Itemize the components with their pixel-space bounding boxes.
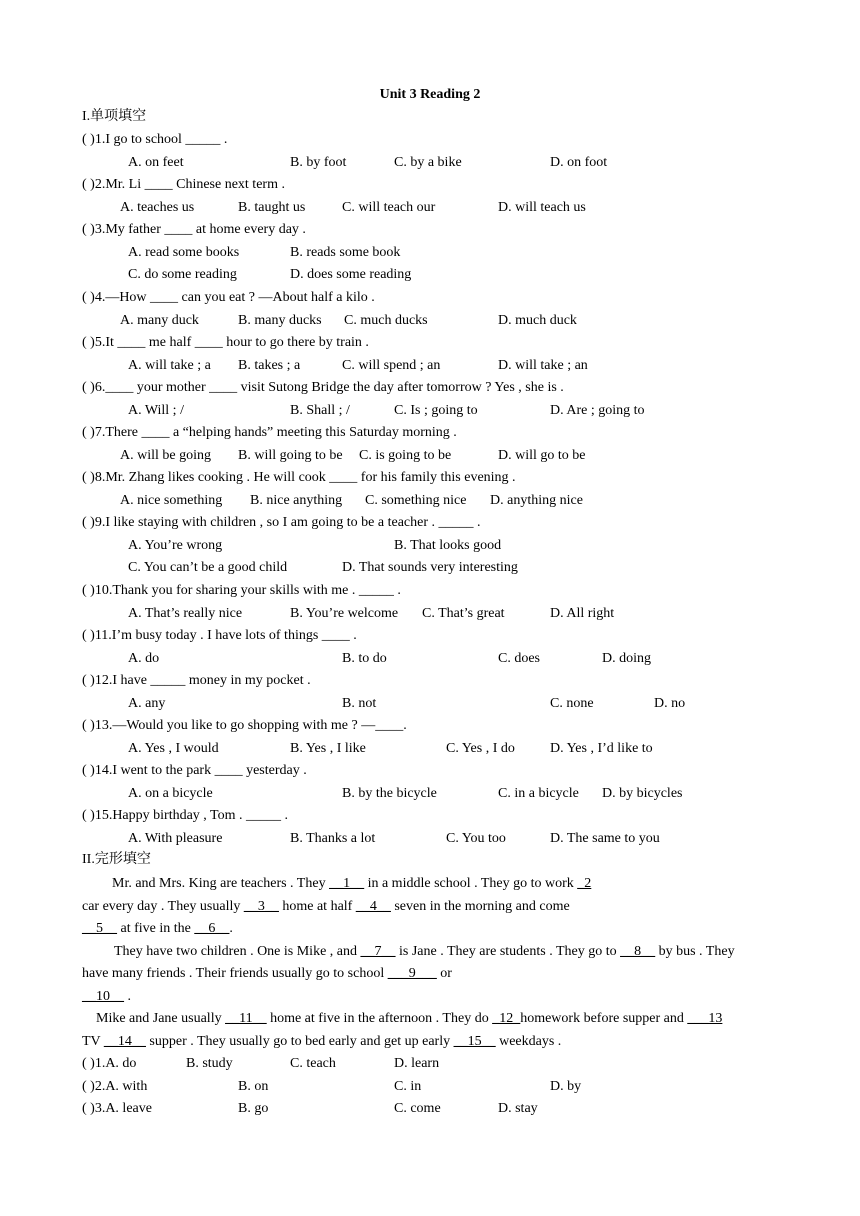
question-11-option-a: A. do	[128, 651, 160, 666]
cloze-question-1: ( )1.A. do	[82, 1056, 137, 1071]
cloze-question-3-option-b: B. go	[238, 1101, 269, 1116]
question-8-option-c: C. something nice	[365, 493, 467, 508]
question-6-option-c: C. Is ; going to	[394, 403, 478, 418]
question-10-option-b: B. You’re welcome	[290, 606, 399, 621]
cloze-question-3-option-d: D. stay	[498, 1101, 538, 1116]
question-14: ( )14.I went to the park ____ yesterday .	[82, 763, 307, 778]
question-14-option-a: A. on a bicycle	[128, 786, 213, 801]
question-6-option-a: A. Will ; /	[128, 403, 184, 418]
question-10-option-d: D. All right	[550, 606, 615, 621]
blank-12: _12_	[492, 1011, 521, 1026]
blank-9: ___9___	[387, 966, 437, 981]
cloze-question-1-option-c: C. teach	[290, 1056, 336, 1071]
question-13-option-a: A. Yes , I would	[128, 741, 219, 756]
blank-10: __10__	[82, 989, 124, 1004]
question-7-option-a: A. will be going	[120, 448, 211, 463]
question-1-option-d: D. on foot	[550, 155, 608, 170]
section-heading-cloze: II.完形填空	[82, 852, 151, 867]
question-7-option-c: C. is going to be	[359, 448, 452, 463]
question-1-option-b: B. by foot	[290, 155, 347, 170]
question-5-option-b: B. takes ; a	[238, 358, 301, 373]
cloze-paragraph-2-line-2: have many friends . Their friends usually go to school ___9___ or	[82, 966, 452, 981]
question-1-option-c: C. by a bike	[394, 155, 462, 170]
blank-4: __4__	[355, 899, 391, 914]
question-13-option-c: C. Yes , I do	[446, 741, 515, 756]
question-11-option-d: D. doing	[602, 651, 651, 666]
question-12-option-c: C. none	[550, 696, 594, 711]
question-15-option-b: B. Thanks a lot	[290, 831, 376, 846]
question-7: ( )7.There ____ a “helping hands” meeting this Saturday morning .	[82, 425, 457, 440]
question-13-option-d: D. Yes , I’d like to	[550, 741, 653, 756]
question-13-option-b: B. Yes , I like	[290, 741, 366, 756]
question-14-option-b: B. by the bicycle	[342, 786, 437, 801]
question-13: ( )13.—Would you like to go shopping with me ? —____.	[82, 718, 407, 733]
question-9-option-a: A. You’re wrong	[128, 538, 223, 553]
question-3-option-a: A. read some books	[128, 245, 240, 260]
blank-15: __15__	[453, 1034, 496, 1049]
question-8: ( )8.Mr. Zhang likes cooking . He will cook ____ for his family this evening .	[82, 470, 516, 485]
question-9: ( )9.I like staying with children , so I am going to be a teacher . _____ .	[82, 515, 481, 530]
cloze-paragraph-3-line-2: TV __14__ supper . They usually go to bed early and get up early __15__ weekdays .	[82, 1034, 562, 1049]
cloze-question-2-option-c: C. in	[394, 1079, 422, 1094]
question-4-option-c: C. much ducks	[344, 313, 428, 328]
question-5-option-c: C. will spend ; an	[342, 358, 441, 373]
question-5: ( )5.It ____ me half ____ hour to go there by train .	[82, 335, 369, 350]
cloze-paragraph-1-line-2: car every day . They usually __3__ home at half __4__ seven in the morning and come	[82, 899, 570, 914]
question-4-option-d: D. much duck	[498, 313, 577, 328]
question-6: ( )6.____ your mother ____ visit Sutong Bridge the day after tomorrow ? Yes , she is .	[82, 380, 564, 395]
cloze-paragraph-1-line-3: __5__ at five in the __6__.	[82, 921, 233, 936]
question-4-option-a: A. many duck	[120, 313, 199, 328]
cloze-question-2-option-d: D. by	[550, 1079, 582, 1094]
question-2-option-b: B. taught us	[238, 200, 306, 215]
cloze-question-2: ( )2.A. with	[82, 1079, 148, 1094]
question-6-option-b: B. Shall ; /	[290, 403, 350, 418]
question-12-option-b: B. not	[342, 696, 377, 711]
cloze-paragraph-2-line-3: __10__ .	[82, 989, 131, 1004]
question-1-option-a: A. on feet	[128, 155, 184, 170]
cloze-question-1-option-d: D. learn	[394, 1056, 440, 1071]
question-9-option-d: D. That sounds very interesting	[342, 560, 518, 575]
question-3-option-b: B. reads some book	[290, 245, 401, 260]
question-6-option-d: D. Are ; going to	[550, 403, 645, 418]
question-11: ( )11.I’m busy today . I have lots of things ____ .	[82, 628, 357, 643]
question-5-option-d: D. will take ; an	[498, 358, 588, 373]
blank-7: __7__	[360, 944, 396, 959]
blank-5: __5__	[82, 921, 117, 936]
question-8-option-a: A. nice something	[120, 493, 223, 508]
question-8-option-d: D. anything nice	[490, 493, 583, 508]
question-2: ( )2.Mr. Li ____ Chinese next term .	[82, 177, 285, 192]
blank-14: __14__	[103, 1034, 146, 1049]
question-12: ( )12.I have _____ money in my pocket .	[82, 673, 311, 688]
question-1: ( )1.I go to school _____ .	[82, 132, 228, 147]
blank-2: _2	[577, 876, 592, 891]
question-10: ( )10.Thank you for sharing your skills with me . _____ .	[82, 583, 401, 598]
question-11-option-c: C. does	[498, 651, 540, 666]
question-14-option-c: C. in a bicycle	[498, 786, 579, 801]
cloze-question-3: ( )3.A. leave	[82, 1101, 152, 1116]
question-7-option-b: B. will going to be	[238, 448, 343, 463]
question-3-option-d: D. does some reading	[290, 267, 412, 282]
blank-3: __3__	[243, 899, 279, 914]
cloze-paragraph-1-line-1: Mr. and Mrs. King are teachers . They __1__ in a middle school . They go to work _2	[112, 876, 592, 891]
cloze-paragraph-3-line-1: Mike and Jane usually __11__ home at five in the afternoon . They do _12_homework before supper and ___13	[96, 1011, 723, 1026]
question-10-option-c: C. That’s great	[422, 606, 505, 621]
question-3-option-c: C. do some reading	[128, 267, 237, 282]
question-5-option-a: A. will take ; a	[128, 358, 211, 373]
question-14-option-d: D. by bicycles	[602, 786, 683, 801]
question-12-option-d: D. no	[654, 696, 686, 711]
question-15-option-a: A. With pleasure	[128, 831, 223, 846]
question-2-option-d: D. will teach us	[498, 200, 586, 215]
blank-8: __8__	[620, 944, 656, 959]
question-12-option-a: A. any	[128, 696, 166, 711]
cloze-paragraph-2-line-1: They have two children . One is Mike , and __7__ is Jane . They are students . They go to __8__ by bus . They	[114, 944, 735, 959]
question-15-option-d: D. The same to you	[550, 831, 660, 846]
page-title: Unit 3 Reading 2	[379, 87, 481, 102]
question-2-option-a: A. teaches us	[120, 200, 195, 215]
question-11-option-b: B. to do	[342, 651, 387, 666]
blank-1: __1__	[329, 876, 365, 891]
question-4-option-b: B. many ducks	[238, 313, 322, 328]
question-4: ( )4.—How ____ can you eat ? —About half a kilo .	[82, 290, 375, 305]
question-2-option-c: C. will teach our	[342, 200, 436, 215]
question-9-option-c: C. You can’t be a good child	[128, 560, 288, 575]
question-15: ( )15.Happy birthday , Tom . _____ .	[82, 808, 289, 823]
cloze-question-2-option-b: B. on	[238, 1079, 269, 1094]
blank-13: ___13	[687, 1011, 723, 1026]
question-9-option-b: B. That looks good	[394, 538, 502, 553]
question-3: ( )3.My father ____ at home every day .	[82, 222, 306, 237]
question-15-option-c: C. You too	[446, 831, 506, 846]
blank-6: __6__	[194, 921, 230, 936]
question-7-option-d: D. will go to be	[498, 448, 586, 463]
section-heading-multiple-choice: I.单项填空	[82, 109, 147, 124]
cloze-question-3-option-c: C. come	[394, 1101, 441, 1116]
question-10-option-a: A. That’s really nice	[128, 606, 243, 621]
blank-11: __11__	[225, 1011, 267, 1026]
cloze-question-1-option-b: B. study	[186, 1056, 233, 1071]
question-8-option-b: B. nice anything	[250, 493, 343, 508]
